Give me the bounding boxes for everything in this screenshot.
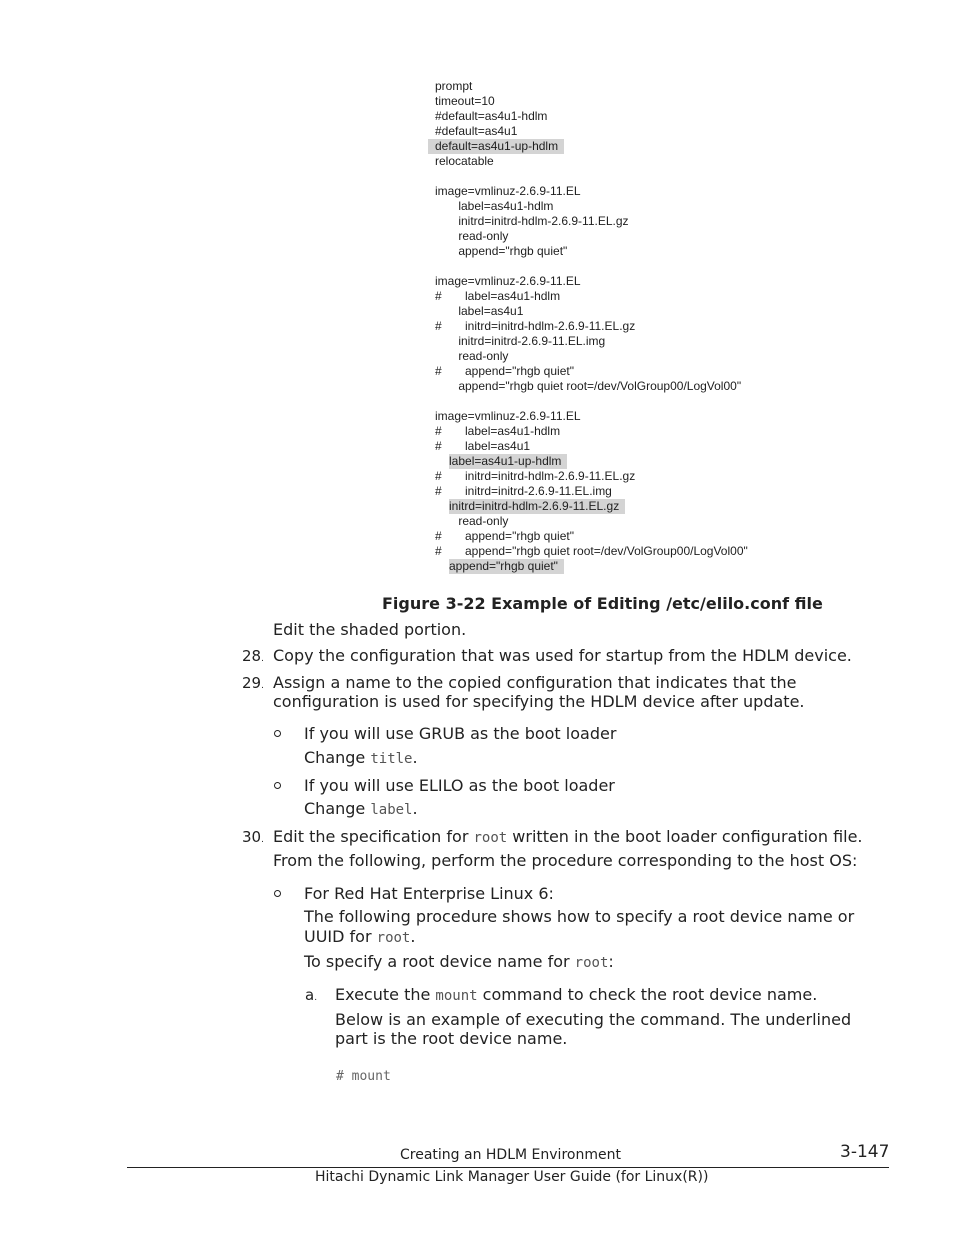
step-30-line2: From the following, perform the procedure corresponding to the host OS: [273, 851, 858, 870]
figure-line-shaded: initrd=initrd-hdlm-2.6.9-11.EL.gz [449, 499, 625, 514]
figure-line: #default=as4u1 [435, 124, 518, 138]
figure-line: # append="rhgb quiet" [435, 364, 574, 378]
elilo-change-text: Change label. [304, 799, 418, 818]
code-root: root [574, 955, 609, 971]
edit-note: Edit the shaded portion. [273, 620, 467, 639]
figure-line: relocatable [435, 154, 494, 168]
code-title: title [370, 751, 413, 767]
figure-line-shaded: label=as4u1-up-hdlm [449, 454, 567, 469]
figure-line: image=vmlinuz-2.6.9-11.EL [435, 409, 581, 423]
figure-line: image=vmlinuz-2.6.9-11.EL [435, 184, 581, 198]
footer-guide-title: Hitachi Dynamic Link Manager User Guide (for Linux(R)) [315, 1169, 709, 1185]
figure-line: append="rhgb quiet" [435, 244, 568, 258]
bullet-icon [274, 730, 281, 737]
figure-line: initrd=initrd-hdlm-2.6.9-11.EL.gz [435, 214, 629, 228]
figure-line: append="rhgb quiet root=/dev/VolGroup00/LogVol00" [435, 379, 742, 393]
bullet-icon [274, 782, 281, 789]
bullet-icon [274, 890, 281, 897]
step-28-text: Copy the configuration that was used for startup from the HDLM device. [273, 646, 852, 665]
substep-a-letter: a. [305, 986, 318, 1004]
step-30-text: Edit the specification for root written in the boot loader configuration file. [273, 827, 863, 846]
figure-line: # initrd=initrd-hdlm-2.6.9-11.EL.gz [435, 319, 636, 333]
substep-a-desc1: Below is an example of executing the command. The underlined [335, 1010, 852, 1029]
mount-command-example: # mount [336, 1069, 391, 1084]
step-30-number: 30. [242, 828, 264, 846]
figure-line: label=as4u1-hdlm [435, 199, 554, 213]
figure-line: # label=as4u1-hdlm [435, 289, 561, 303]
figure-line: label=as4u1 [435, 304, 524, 318]
figure-line: # initrd=initrd-hdlm-2.6.9-11.EL.gz [435, 469, 636, 483]
rhel-spec-text: To specify a root device name for root: [304, 952, 614, 971]
grub-change-text: Change title. [304, 748, 418, 767]
step-28-number: 28. [242, 647, 264, 665]
step-29-line1: Assign a name to the copied configuration that indicates that the [273, 673, 797, 692]
figure-line-shaded: default=as4u1-up-hdlm [428, 139, 564, 154]
figure-line: read-only [435, 514, 509, 528]
figure-line: read-only [435, 229, 509, 243]
figure-line: # label=as4u1 [435, 439, 531, 453]
footer-divider [127, 1167, 889, 1168]
substep-a-desc2: part is the root device name. [335, 1029, 568, 1048]
code-root: root [473, 830, 508, 846]
code-mount: mount [435, 988, 478, 1004]
code-root: root [376, 930, 411, 946]
elilo-item-label: If you will use ELILO as the boot loader [304, 776, 615, 795]
figure-line: #default=as4u1-hdlm [435, 109, 548, 123]
figure-line: image=vmlinuz-2.6.9-11.EL [435, 274, 581, 288]
code-label: label [370, 802, 413, 818]
rhel-desc-line1: The following procedure shows how to specify a root device name or [304, 907, 855, 926]
figure-line: # label=as4u1-hdlm [435, 424, 561, 438]
figure-line: # append="rhgb quiet root=/dev/VolGroup00/LogVol00" [435, 544, 748, 558]
figure-caption: Figure 3-22 Example of Editing /etc/elilo.conf file [382, 594, 823, 613]
figure-line: read-only [435, 349, 509, 363]
substep-a-text: Execute the mount command to check the root device name. [335, 985, 818, 1004]
step-29-number: 29. [242, 674, 264, 692]
figure-line: timeout=10 [435, 94, 495, 108]
figure-line: initrd=initrd-2.6.9-11.EL.img [435, 334, 606, 348]
page-number: 3-147 [840, 1142, 890, 1162]
step-29-line2: configuration is used for specifying the HDLM device after update. [273, 692, 805, 711]
rhel-desc-line2: UUID for root. [304, 927, 416, 946]
figure-line: # append="rhgb quiet" [435, 529, 574, 543]
rhel-item-label: For Red Hat Enterprise Linux 6: [304, 884, 554, 903]
figure-line: # initrd=initrd-2.6.9-11.EL.img [435, 484, 612, 498]
figure-line: prompt [435, 79, 473, 93]
footer-section-title: Creating an HDLM Environment [400, 1147, 621, 1163]
figure-line-shaded: append="rhgb quiet" [449, 559, 564, 574]
grub-item-label: If you will use GRUB as the boot loader [304, 724, 617, 743]
